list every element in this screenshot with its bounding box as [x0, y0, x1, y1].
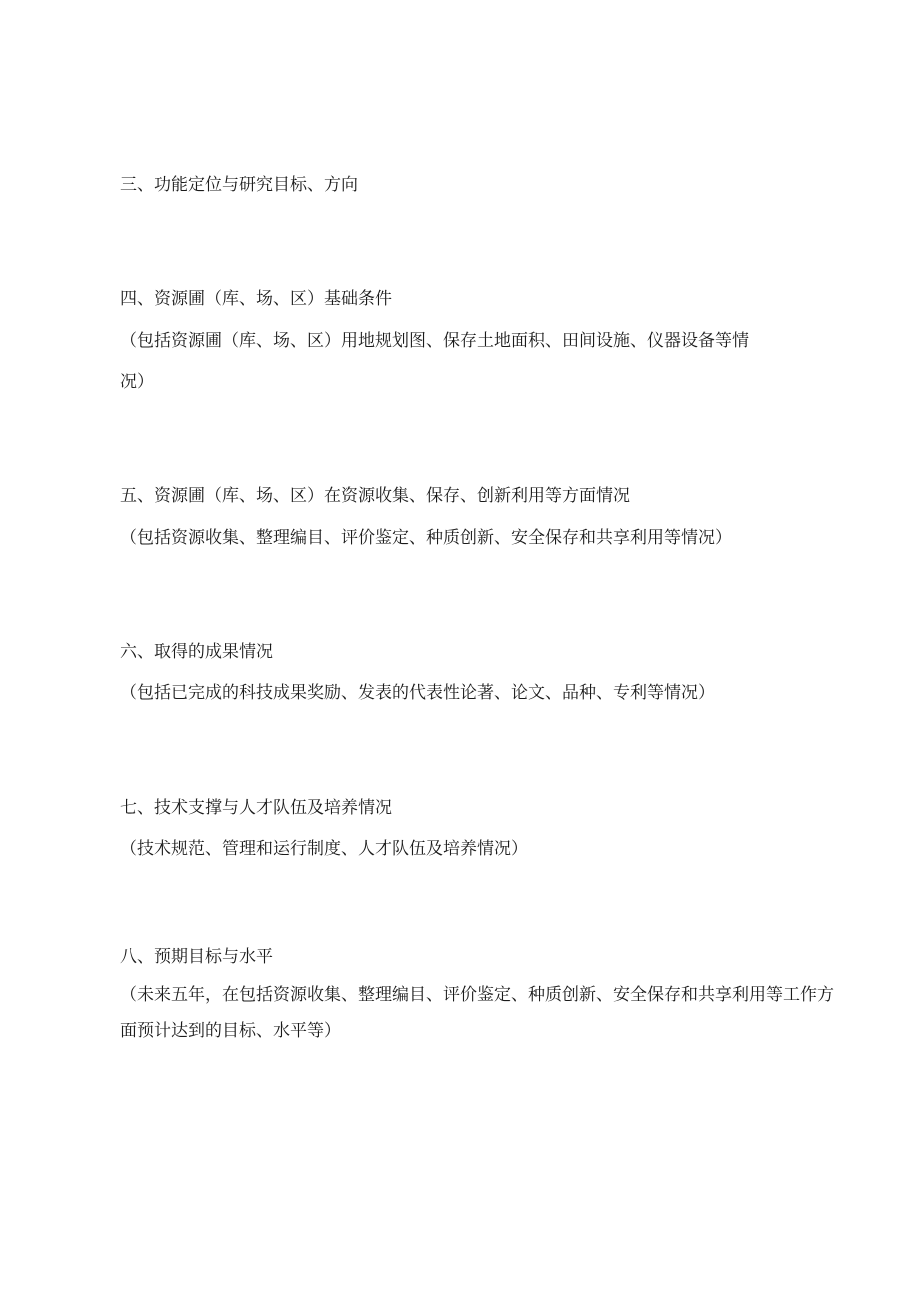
section-6-note-line-1: （包括已完成的科技成果奖励、发表的代表性论著、论文、品种、专利等情况） [120, 683, 715, 703]
section-5-note-line-1: （包括资源收集、整理编目、评价鉴定、种质创新、安全保存和共享利用等情况） [120, 528, 732, 548]
section-8-heading: 八、预期目标与水平 [120, 947, 273, 967]
section-8-note-line-2: 面预计达到的目标、水平等） [120, 1021, 341, 1041]
section-7-note-line-1: （技术规范、管理和运行制度、人才队伍及培养情况） [120, 839, 528, 859]
section-4-heading: 四、资源圃（库、场、区）基础条件 [120, 289, 392, 309]
section-7-heading: 七、技术支撑与人才队伍及培养情况 [120, 798, 392, 818]
section-4-note-line-1: （包括资源圃（库、场、区）用地规划图、保存土地面积、田间设施、仪器设备等情 [120, 331, 749, 351]
section-8-note-line-1: （未来五年，在包括资源收集、整理编目、评价鉴定、种质创新、安全保存和共享利用等工作方 [120, 985, 834, 1005]
section-5-heading: 五、资源圃（库、场、区）在资源收集、保存、创新利用等方面情况 [120, 486, 630, 506]
section-6-heading: 六、取得的成果情况 [120, 642, 273, 662]
section-4-note-line-2: 况） [120, 372, 154, 392]
section-3-heading: 三、功能定位与研究目标、方向 [120, 175, 358, 195]
